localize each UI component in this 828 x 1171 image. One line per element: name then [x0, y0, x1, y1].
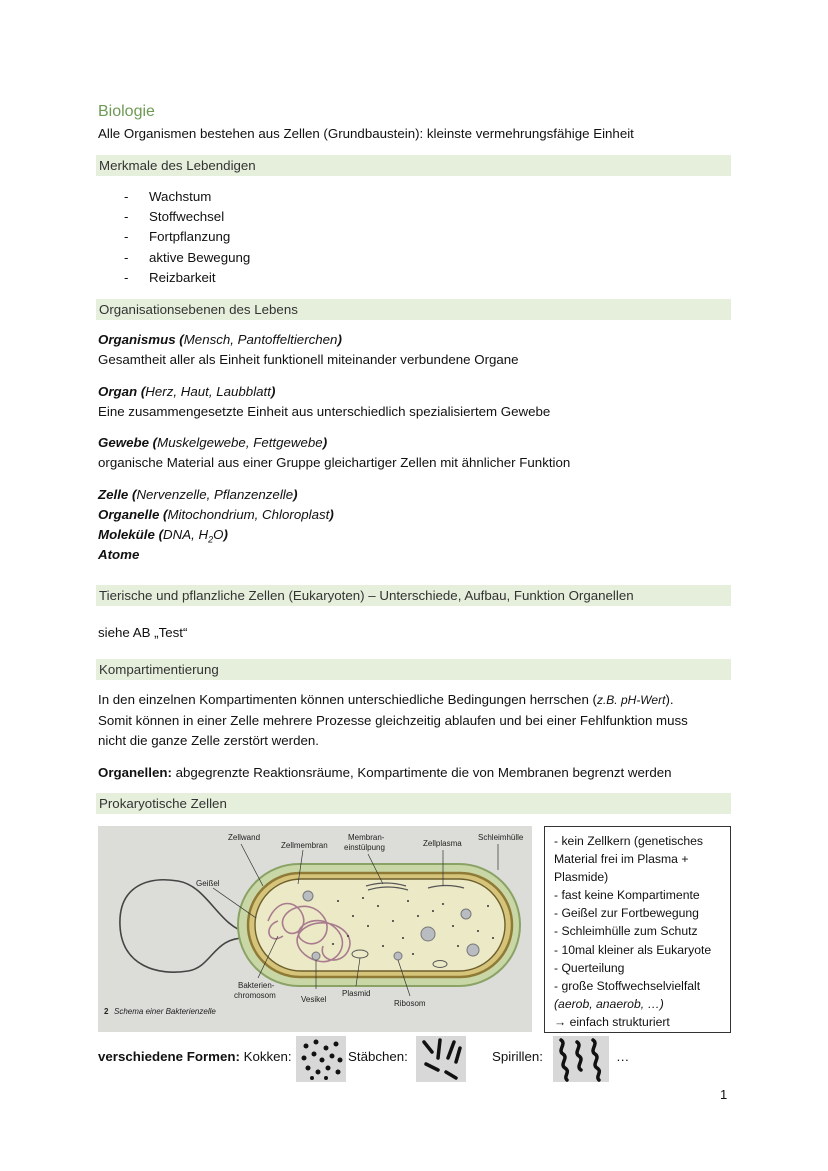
page-title: Biologie [98, 103, 155, 120]
bacterium-diagram [98, 826, 532, 1032]
see-worksheet-text: siehe AB „Test“ [98, 625, 188, 640]
level-organismus: Organismus (Mensch, Pantoffeltierchen) [98, 332, 342, 347]
organellen-definition: Organellen: abgegrenzte Reaktionsräume, Kompartimente die von Membranen begrenzt werden [98, 765, 672, 780]
kompartiment-paragraph-line: Somit können in einer Zelle mehrere Prozesse gleichzeitig ablaufen und bei einer Fehlfunktion muss [98, 713, 688, 728]
label-plasmid: Plasmid [342, 989, 371, 998]
summary-line: - 10mal kleiner als Eukaryote [554, 942, 712, 957]
page-number: 1 [720, 1087, 728, 1102]
spirillen-label: Spirillen: [492, 1049, 543, 1064]
prokaryote-summary-box [544, 826, 731, 1033]
level-zelle: Zelle (Nervenzelle, Pflanzenzelle) [98, 487, 298, 502]
forms-label: verschiedene Formen: Kokken: [98, 1049, 292, 1064]
spirillen-shape-icon [553, 1036, 609, 1082]
level-molekuele: Moleküle (DNA, $H_2O$) [98, 527, 228, 545]
figure-caption-number: 2 [104, 1007, 109, 1016]
level-organelle: Organelle (Mitochondrium, Chloroplast) [98, 507, 334, 522]
summary-line-italic: (aerob, anaerob, …) [554, 996, 664, 1011]
intro-text: Alle Organismen bestehen aus Zellen (Grundbaustein): kleinste vermehrungsfähige Einheit [98, 126, 634, 141]
level-gewebe: Gewebe (Muskelgewebe, Fettgewebe) [98, 435, 328, 450]
level-organismus-desc: Gesamtheit aller als Einheit funktionell miteinander verbundene Organe [98, 352, 519, 367]
summary-line: - Schleimhülle zum Schutz [554, 924, 698, 939]
label-ribosom: Ribosom [394, 999, 426, 1008]
section-heading-merkmale: Merkmale des Lebendigen [96, 155, 731, 176]
level-organ: Organ (Herz, Haut, Laubblatt) [98, 384, 276, 399]
summary-line-conclusion: → einfach strukturiert [554, 1014, 670, 1029]
label-membraneinstuelpung-2: einstülpung [344, 843, 385, 852]
arrow-icon: → [554, 1014, 567, 1029]
kompartiment-paragraph-line: nicht die ganze Zelle zerstört werden. [98, 733, 319, 748]
summary-line: - fast keine Kompartimente [554, 888, 700, 903]
label-zellmembran: Zellmembran [281, 841, 328, 850]
label-vesikel: Vesikel [301, 995, 327, 1004]
cytoplasm-shape [255, 879, 505, 971]
label-zellwand: Zellwand [228, 833, 261, 842]
section-heading-prokaryoten: Prokaryotische Zellen [96, 793, 731, 814]
level-organ-desc: Eine zusammengesetzte Einheit aus unterschiedlich spezialisiertem Gewebe [98, 404, 551, 419]
document-page: Biologie Alle Organismen bestehen aus Zellen (Grundbaustein): kleinste vermehrungsfähige Einheit Merkmale des Lebendigen - Wachstum - Stoffwechsel - Fortpflanzung - aktive Bewegung - Reizbarkeit Organisationsebenen des Lebens Organismus (Mensch, Pantoffeltierchen) Gesamtheit aller als Einheit funktionell miteinander verbundene Organe Organ (Herz, Haut, Laubblatt) Eine zusammengesetzte Einheit aus unterschiedlich spezialisiertem Gewebe Gewebe (Muskelgewebe, Fettgewebe) organische Material aus einer Gruppe gleichartiger Zellen mit ähnlicher Funktion Zelle (Nervenzelle, Pflanzenzelle) Organelle (Mitochondrium, Chloroplast) Moleküle (DNA, $H_2O$) Atome Tierische und pflanzliche Zellen (Eukaryoten) – Unterschiede, Aufbau, Funktion Organellen siehe AB „Test“ Kompartimentierung In den einzelnen Kompartimenten können unterschiedliche Bedingungen herrschen (z.B. pH-Wert). Somit können in einer Zelle mehrere Prozesse gleichzeitig ablaufen und bei einer Fehlfunktion muss nicht die ganze Zelle zerstört werden. Organellen: abgegrenzte Reaktionsräume, Kompartimente die von Membranen begrenzt werden Prokaryotische Zellen Zellwand Zellmembran Membran- einstülpung Zellplasma Schleimhülle Geißel Bakterien- chromosom Vesikel Plasmid Ribosom 2 Schema einer Bakterienzelle - kein Zellkern (genetisches Material frei im Plasma + Plasmide) - fast keine Kompartimente - Geißel zur Fortbewegung - Schleimhülle zum Schutz - 10mal kleiner als Eukaryote - Querteilung - große Stoffwechselvielfalt (aerob, anaerob, …) → einfach strukturiert verschiedene Formen: Kokken: Stäbchen: Spirillen: … 1 [0, 0, 828, 1171]
label-geissel: Geißel [196, 879, 220, 888]
staebchen-label: Stäbchen: [348, 1049, 408, 1064]
summary-line: - Querteilung [554, 960, 625, 975]
summary-line: Plasmide) [554, 870, 609, 885]
staebchen-shape-icon [416, 1036, 466, 1082]
summary-line: Material frei im Plasma + [554, 852, 689, 867]
level-atome: Atome [98, 547, 140, 562]
level-gewebe-desc: organische Material aus einer Gruppe gleichartiger Zellen mit ähnlicher Funktion [98, 455, 571, 470]
section-heading-kompartimentierung: Kompartimentierung [96, 659, 731, 680]
summary-line: - Geißel zur Fortbewegung [554, 906, 699, 921]
label-schleimhuelle: Schleimhülle [478, 833, 524, 842]
label-bakterienchromosom: Bakterien- [238, 981, 275, 990]
kompartiment-paragraph-line: In den einzelnen Kompartimenten können unterschiedliche Bedingungen herrschen (z.B. pH-Wert). [98, 692, 674, 707]
summary-line: - kein Zellkern (genetisches [554, 834, 704, 848]
ellipsis-text: … [616, 1049, 630, 1064]
label-bakterienchromosom-2: chromosom [234, 991, 276, 1000]
section-heading-eukaryoten: Tierische und pflanzliche Zellen (Eukaryoten) – Unterschiede, Aufbau, Funktion Organellen [96, 585, 731, 606]
figure-caption: Schema einer Bakterienzelle [114, 1007, 216, 1016]
label-membraneinstuelpung: Membran- [348, 833, 385, 842]
label-zellplasma: Zellplasma [423, 839, 462, 848]
kokken-shape-icon [296, 1036, 346, 1082]
summary-line: - große Stoffwechselvielfalt [554, 978, 701, 993]
section-heading-organisation: Organisationsebenen des Lebens [96, 299, 731, 320]
